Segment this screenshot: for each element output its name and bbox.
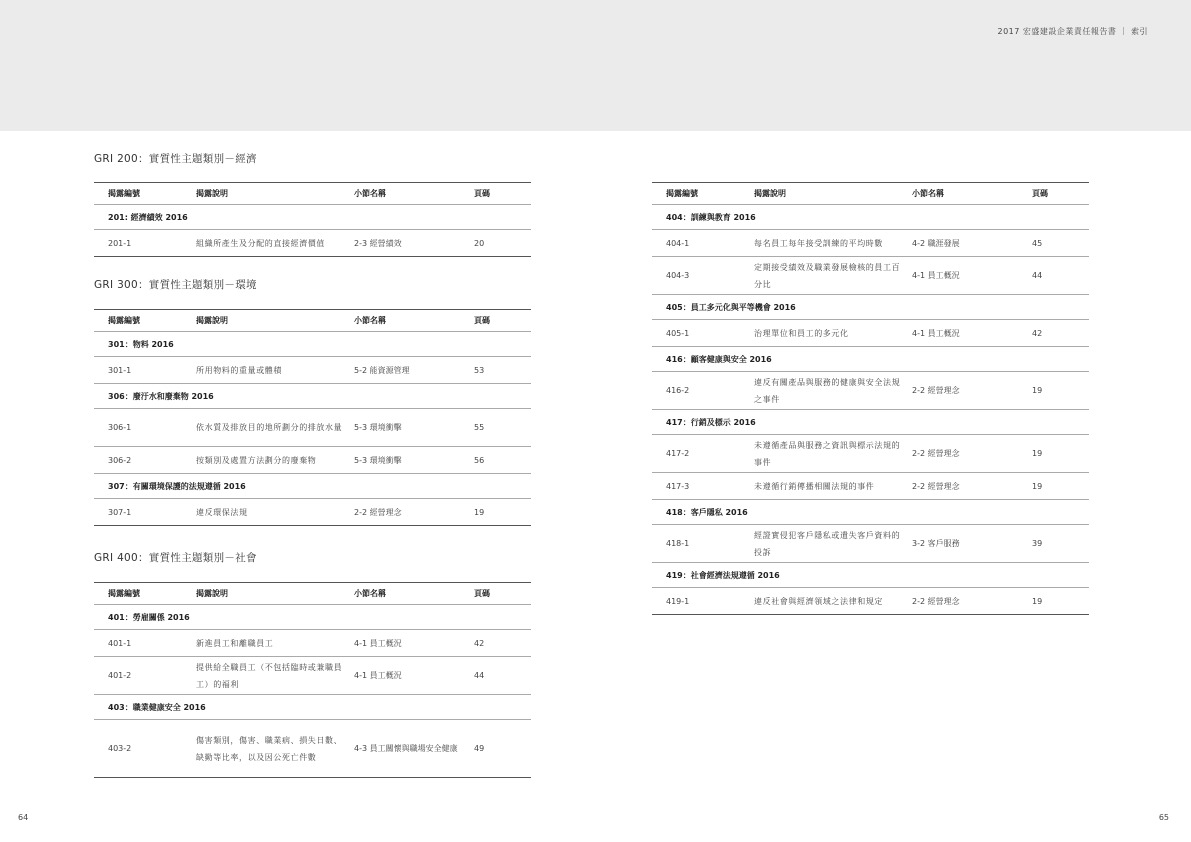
table-row xyxy=(94,657,531,695)
page-number: 55 xyxy=(474,409,531,447)
section-name: 4-2 職涯發展 xyxy=(912,230,1032,257)
category-label: 403：職業健康安全 2016 xyxy=(94,695,531,720)
table-row xyxy=(94,630,531,657)
category-row xyxy=(94,695,531,720)
section-name: 4-1 員工概況 xyxy=(354,657,474,695)
section-name: 2-2 經營理念 xyxy=(354,499,474,526)
page-number: 44 xyxy=(474,657,531,695)
section-name: 2-2 經營理念 xyxy=(912,435,1032,473)
category-row xyxy=(94,384,531,409)
disclosure-code: 401-2 xyxy=(94,657,196,695)
section-name: 5-3 環境衝擊 xyxy=(354,447,474,474)
col-header-section: 小節名稱 xyxy=(354,583,474,605)
disclosure-desc: 定期接受績效及職業發展檢核的員工百分比 xyxy=(754,257,912,295)
category-label: 201: 經濟績效 2016 xyxy=(94,205,531,230)
table-row xyxy=(94,409,531,447)
right-page-number: 65 xyxy=(1158,813,1169,822)
section-name: 4-1 員工概況 xyxy=(912,257,1032,295)
disclosure-code: 201-1 xyxy=(94,230,196,257)
page-number: 19 xyxy=(1032,473,1089,500)
col-header-section: 小節名稱 xyxy=(354,310,474,332)
category-label: 418：客戶隱私 2016 xyxy=(652,500,1089,525)
disclosure-desc: 組織所產生及分配的直接經濟價值 xyxy=(196,230,354,257)
col-header-desc: 揭露說明 xyxy=(754,183,912,205)
table-row xyxy=(652,473,1089,500)
category-label: 419：社會經濟法規遵循 2016 xyxy=(652,563,1089,588)
left-page-number: 64 xyxy=(18,813,29,822)
disclosure-desc: 未遵循行銷傳播相關法規的事件 xyxy=(754,473,912,500)
section-name: 3-2 客戶服務 xyxy=(912,525,1032,563)
category-label: 417：行銷及標示 2016 xyxy=(652,410,1089,435)
category-label: 405：員工多元化與平等機會 2016 xyxy=(652,295,1089,320)
table-row xyxy=(94,720,531,778)
category-label: 306：廢汙水和廢棄物 2016 xyxy=(94,384,531,409)
disclosure-code: 405-1 xyxy=(652,320,754,347)
disclosure-code: 417-2 xyxy=(652,435,754,473)
category-label: 307：有關環境保護的法規遵循 2016 xyxy=(94,474,531,499)
category-row xyxy=(652,295,1089,320)
category-label: 401：勞雇關係 2016 xyxy=(94,605,531,630)
disclosure-code: 404-1 xyxy=(652,230,754,257)
category-row xyxy=(652,347,1089,372)
col-header-page: 頁碼 xyxy=(474,583,531,605)
disclosure-code: 306-2 xyxy=(94,447,196,474)
section-name: 2-2 經營理念 xyxy=(912,588,1032,615)
table-row xyxy=(94,499,531,526)
table-row xyxy=(652,525,1089,563)
category-row xyxy=(652,563,1089,588)
page-number: 53 xyxy=(474,357,531,384)
page-number: 44 xyxy=(1032,257,1089,295)
page-number: 19 xyxy=(474,499,531,526)
page-number: 45 xyxy=(1032,230,1089,257)
disclosure-desc: 按類別及處置方法劃分的廢棄物 xyxy=(196,447,354,474)
section-name: 4-1 員工概況 xyxy=(912,320,1032,347)
disclosure-desc: 新進員工和離職員工 xyxy=(196,630,354,657)
table-row xyxy=(94,447,531,474)
disclosure-code: 404-3 xyxy=(652,257,754,295)
page-number: 39 xyxy=(1032,525,1089,563)
category-row xyxy=(94,332,531,357)
disclosure-desc: 所用物料的重量或體積 xyxy=(196,357,354,384)
disclosure-code: 417-3 xyxy=(652,473,754,500)
gri300-table xyxy=(94,309,531,526)
section-name: 2-2 經營理念 xyxy=(912,473,1032,500)
table-row xyxy=(652,257,1089,295)
disclosure-desc: 傷害類別，傷害、職業病、損失日數、缺勤等比率，以及因公死亡件數 xyxy=(196,720,354,778)
section-name: 4-1 員工概況 xyxy=(354,630,474,657)
table-row xyxy=(652,320,1089,347)
page-number: 42 xyxy=(474,630,531,657)
disclosure-code: 418-1 xyxy=(652,525,754,563)
disclosure-desc: 治理單位和員工的多元化 xyxy=(754,320,912,347)
page-number: 49 xyxy=(474,720,531,778)
disclosure-desc: 經證實侵犯客戶隱私或遺失客戶資料的投訴 xyxy=(754,525,912,563)
table-header-row xyxy=(652,183,1089,205)
table-row xyxy=(652,372,1089,410)
section-name: 5-3 環境衝擊 xyxy=(354,409,474,447)
category-label: 416：顧客健康與安全 2016 xyxy=(652,347,1089,372)
disclosure-code: 307-1 xyxy=(94,499,196,526)
gri400-table xyxy=(94,582,531,778)
table-header-row xyxy=(94,310,531,332)
table-row xyxy=(652,435,1089,473)
header-band xyxy=(0,0,1191,131)
page-number: 19 xyxy=(1032,372,1089,410)
col-header-page: 頁碼 xyxy=(474,310,531,332)
page-number: 42 xyxy=(1032,320,1089,347)
col-header-code: 揭露編號 xyxy=(652,183,754,205)
table-row xyxy=(652,230,1089,257)
page-number: 56 xyxy=(474,447,531,474)
category-label: 301：物料 2016 xyxy=(94,332,531,357)
col-header-page: 頁碼 xyxy=(1032,183,1089,205)
col-header-code: 揭露編號 xyxy=(94,310,196,332)
page-number: 20 xyxy=(474,230,531,257)
disclosure-code: 403-2 xyxy=(94,720,196,778)
disclosure-code: 401-1 xyxy=(94,630,196,657)
col-header-page: 頁碼 xyxy=(474,183,531,205)
col-header-desc: 揭露說明 xyxy=(196,183,354,205)
table-header-row xyxy=(94,183,531,205)
section-name: 4-3 員工關懷與職場安全健康 xyxy=(354,720,474,778)
gri400-continued-table xyxy=(652,182,1089,615)
section-title-gri200: GRI 200：實質性主題類別－經濟 xyxy=(94,153,257,165)
disclosure-desc: 每名員工每年接受訓練的平均時數 xyxy=(754,230,912,257)
category-row xyxy=(94,474,531,499)
col-header-section: 小節名稱 xyxy=(354,183,474,205)
page-number: 19 xyxy=(1032,588,1089,615)
disclosure-desc: 違反社會與經濟領域之法律和規定 xyxy=(754,588,912,615)
category-row xyxy=(652,500,1089,525)
page-number: 19 xyxy=(1032,435,1089,473)
table-row xyxy=(94,357,531,384)
section-name: 2-2 經營理念 xyxy=(912,372,1032,410)
disclosure-desc: 依水質及排放目的地所劃分的排放水量 xyxy=(196,409,354,447)
table-header-row xyxy=(94,583,531,605)
disclosure-code: 301-1 xyxy=(94,357,196,384)
disclosure-desc: 未遵循產品與服務之資訊與標示法規的事件 xyxy=(754,435,912,473)
disclosure-desc: 違反環保法規 xyxy=(196,499,354,526)
table-row xyxy=(94,230,531,257)
category-row xyxy=(94,605,531,630)
section-name: 2-3 經營績效 xyxy=(354,230,474,257)
disclosure-code: 306-1 xyxy=(94,409,196,447)
col-header-desc: 揭露說明 xyxy=(196,310,354,332)
category-row xyxy=(652,410,1089,435)
col-header-code: 揭露編號 xyxy=(94,583,196,605)
table-row xyxy=(652,588,1089,615)
col-header-code: 揭露編號 xyxy=(94,183,196,205)
section-title-gri400: GRI 400：實質性主題類別－社會 xyxy=(94,552,257,564)
category-row xyxy=(94,205,531,230)
gri200-table xyxy=(94,182,531,257)
col-header-section: 小節名稱 xyxy=(912,183,1032,205)
category-label: 404：訓練與教育 2016 xyxy=(652,205,1089,230)
disclosure-desc: 提供給全職員工（不包括臨時或兼職員工）的福利 xyxy=(196,657,354,695)
disclosure-code: 419-1 xyxy=(652,588,754,615)
section-title-gri300: GRI 300：實質性主題類別－環境 xyxy=(94,279,257,291)
category-row xyxy=(652,205,1089,230)
report-title: 2017 宏盛建設企業責任報告書 ｜ 索引 xyxy=(997,27,1148,36)
disclosure-code: 416-2 xyxy=(652,372,754,410)
disclosure-desc: 違反有關產品與服務的健康與安全法規之事件 xyxy=(754,372,912,410)
section-name: 5-2 能資源管理 xyxy=(354,357,474,384)
col-header-desc: 揭露說明 xyxy=(196,583,354,605)
